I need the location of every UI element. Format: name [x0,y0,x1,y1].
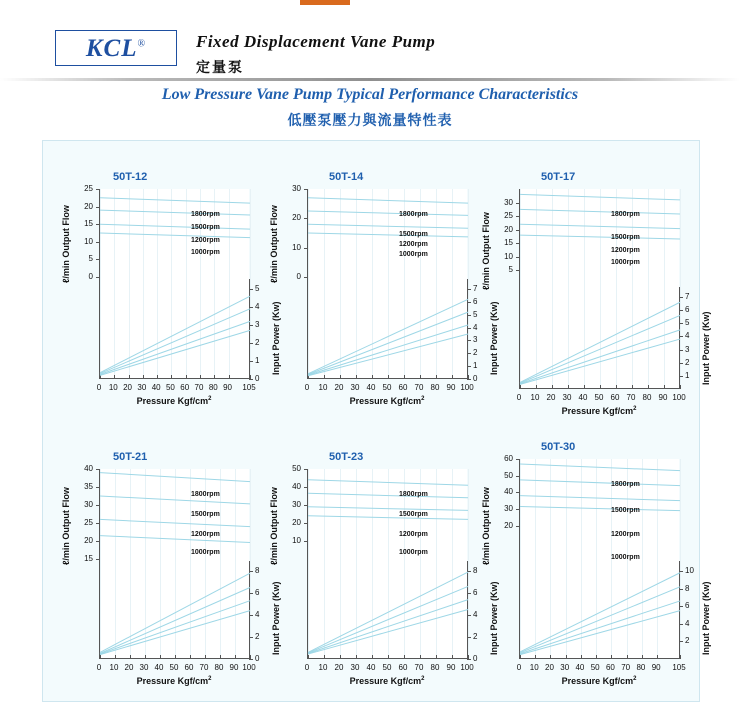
x-axis-tick-label: 60 [398,383,408,392]
x-axis-tick-label: 20 [334,663,344,672]
y2-axis-tick-label: 2 [473,632,478,641]
y2-axis-title: Input Power (Kw) [701,311,711,385]
y2-axis-tick-label: 8 [255,566,260,575]
data-lines [308,189,468,379]
y-axis-tick-label: 25 [84,184,93,193]
x-axis-title: Pressure Kgf/$cm^2$ [349,396,425,406]
y2-axis-tick-label: 3 [685,344,690,354]
y2-axis-tick-label: 4 [473,322,478,332]
chart-title: 50T-30 [541,441,576,453]
chart-title: 50T-23 [329,451,364,463]
header-divider [0,78,740,81]
x-axis-tick-label: 90 [651,663,661,672]
y2-axis-title: Input Power (Kw) [701,581,711,655]
x-axis-tick-label: 10 [318,663,328,672]
kcl-logo [55,30,177,66]
y2-axis-tick-label: 2 [473,348,478,358]
x-axis-tick-label: 30 [560,663,570,672]
y-axis-tick-label: 15 [84,219,93,229]
x-axis-tick-label: 60 [605,663,615,672]
rpm-label: 1200rpm [611,247,640,254]
y-axis-tick-label: 50 [292,464,301,473]
charts-panel [42,140,711,702]
x-axis-tick-label: 10 [108,383,118,392]
y-axis-title: ℓ/min Output Flow [61,487,71,565]
x-axis-tick-label: 60 [180,383,190,392]
chart-cell-50t-12 [63,171,283,411]
y2-axis-tick-label: 1 [473,361,478,371]
y2-axis-tick-label: 6 [685,305,690,315]
y-axis-tick-label: 30 [292,184,301,193]
y2-axis-tick-label: 2 [255,632,260,641]
x-axis-tick-label: 40 [366,663,376,672]
y-axis-tick-label: 10 [292,536,301,545]
x-axis-tick-label: 70 [414,663,424,672]
x-axis-tick-label: 20 [123,383,133,392]
y-axis-tick-label: 40 [504,487,513,497]
chart-cell-50t-21 [63,451,283,691]
y2-axis-title: Input Power (Kw) [489,301,499,375]
y-axis-tick-label: 60 [504,454,513,463]
plot-area [519,189,679,389]
chart-title: 50T-14 [329,171,364,183]
y-axis-tick-label: 50 [504,470,513,480]
rpm-label: 1500rpm [611,507,640,514]
y-axis-tick-label: 40 [292,482,301,491]
y-axis-tick-label: 10 [504,251,513,261]
y2-axis-tick-label: 1 [685,370,690,380]
y-axis-tick-label: 10 [84,236,93,246]
y2-axis-tick-label: 4 [685,331,690,341]
rpm-label: 1500rpm [399,511,428,518]
y-axis-tick-label: 30 [504,197,513,207]
x-axis-tick-label: 100 [460,383,474,392]
data-lines [520,459,680,659]
x-axis-tick-label: 40 [575,663,585,672]
y-axis-tick-label: 30 [292,500,301,509]
plot-area [307,189,467,379]
x-axis-tick-label: 30 [562,393,572,402]
y2-axis-tick-label: 8 [473,566,478,575]
y2-axis-title: Input Power (Kw) [271,301,281,375]
chart-cell-50t-30 [483,441,713,691]
x-axis-tick-label: 60 [184,663,194,672]
y2-axis-tick-label: 8 [685,583,690,593]
x-axis-tick-label: 0 [516,393,522,402]
x-axis-tick-label: 30 [350,663,360,672]
x-axis-tick-label: 80 [430,383,440,392]
y2-axis-tick-label: 5 [255,284,260,293]
x-axis-tick-label: 80 [636,663,646,672]
y2-axis-tick-label: 2 [255,338,260,347]
x-axis-tick-label: 80 [642,393,652,402]
rpm-label: 1000rpm [611,554,640,561]
rpm-label: 1000rpm [399,549,428,556]
y-axis-tick-label: 40 [84,464,93,473]
rpm-label: 1800rpm [399,211,428,218]
data-lines [100,469,250,659]
rpm-label: 1000rpm [611,259,640,266]
x-axis-tick-label: 90 [446,663,456,672]
y-axis-tick-label: 20 [84,536,93,545]
x-axis-tick-label: 30 [137,383,147,392]
y2-axis-tick-label: 0 [473,374,478,383]
y-axis-title: ℓ/min Output Flow [481,212,491,290]
y2-axis-tick-label: 4 [685,618,690,628]
chart-title: 50T-17 [541,171,576,183]
x-axis-tick-label: 0 [516,663,522,672]
y2-axis-tick-label: 7 [685,292,690,301]
x-axis-tick-label: 10 [529,663,539,672]
x-axis-tick-label: 30 [350,383,360,392]
rpm-label: 1200rpm [399,241,428,248]
x-axis-tick-label: 90 [446,383,456,392]
y-axis-tick-label: 0 [296,272,301,281]
rpm-label: 1800rpm [399,491,428,498]
x-axis-tick-label: 50 [169,663,179,672]
section-subtitle-zh: 低壓泵壓力與流量特性表 [287,113,453,129]
chart-cell-50t-23 [271,451,501,691]
y-axis-title: ℓ/min Output Flow [269,205,279,283]
x-axis-tick-label: 60 [398,663,408,672]
x-axis-tick-label: 50 [165,383,175,392]
rpm-label: 1500rpm [611,234,640,241]
x-axis-tick-label: 70 [194,383,204,392]
y2-axis-tick-label: 3 [255,320,260,329]
x-axis-tick-label: 0 [96,383,102,392]
data-lines [308,469,468,659]
rpm-label: 1500rpm [399,231,428,238]
y2-axis-tick-label: 4 [473,610,478,619]
rpm-label: 1200rpm [399,531,428,538]
y2-axis-tick-label: 6 [685,601,690,611]
x-axis-tick-label: 90 [229,663,239,672]
x-axis-tick-label: 20 [546,393,556,402]
chart-title: 50T-12 [113,171,148,183]
y-axis-title: ℓ/min Output Flow [61,205,71,283]
x-axis-tick-label: 0 [96,663,102,672]
x-axis-tick-label: 70 [199,663,209,672]
rpm-label: 1800rpm [191,211,220,218]
data-lines [520,189,680,389]
y-axis-tick-label: 20 [292,518,301,527]
x-axis-tick-label: 50 [382,383,392,392]
y2-axis-tick-label: 5 [685,318,690,328]
y-axis-tick-label: 5 [88,254,93,264]
x-axis-tick-label: 30 [139,663,149,672]
logo-text: KCL® [85,34,147,62]
x-axis-tick-label: 40 [154,663,164,672]
x-axis-tick-label: 50 [590,663,600,672]
rpm-label: 1800rpm [191,491,220,498]
section-subtitle-en: Low Pressure Vane Pump Typical Performance Characteristics [161,86,579,103]
y2-axis-tick-label: 2 [685,357,690,367]
x-axis-tick-label: 105 [672,663,686,672]
x-axis-tick-label: 70 [626,393,636,402]
x-axis-tick-label: 40 [366,383,376,392]
x-axis-tick-label: 100 [460,663,474,672]
chart-cell-50t-17 [483,171,713,421]
y-axis-tick-label: 25 [84,518,93,527]
y2-axis-tick-label: 6 [255,588,260,597]
x-axis-title: Pressure Kgf/$cm^2$ [349,676,425,686]
rpm-label: 1200rpm [191,531,220,538]
x-axis-tick-label: 20 [124,663,134,672]
y-axis-tick-label: 25 [504,211,513,221]
y2-axis-tick-label: 10 [685,566,694,575]
y2-axis-tick-label: 4 [255,302,260,311]
y-axis-tick-label: 20 [504,520,513,530]
x-axis-title: Pressure Kgf/$cm^2$ [136,396,212,406]
y2-axis-tick-label: 6 [473,296,478,306]
y2-axis-tick-label: 0 [255,654,260,663]
x-axis-title: Pressure Kgf/$cm^2$ [561,406,637,416]
x-axis-tick-label: 40 [578,393,588,402]
y2-axis-title: Input Power (Kw) [489,581,499,655]
y-axis-tick-label: 5 [508,265,513,275]
chart-title: 50T-21 [113,451,148,463]
x-axis-tick-label: 10 [530,393,540,402]
x-axis-tick-label: 50 [382,663,392,672]
y-axis-tick-label: 20 [504,224,513,234]
plot-area [307,469,467,659]
plot-area [519,459,679,659]
x-axis-tick-label: 10 [318,383,328,392]
x-axis-tick-label: 80 [208,383,218,392]
rpm-label: 1000rpm [191,549,220,556]
y2-axis-tick-label: 3 [473,335,478,345]
x-axis-tick-label: 100 [672,393,686,402]
data-lines [100,189,250,379]
x-axis-tick-label: 105 [242,383,256,392]
y-axis-tick-label: 30 [84,500,93,509]
y2-axis-tick-label: 2 [685,636,690,646]
rpm-label: 1000rpm [191,249,220,256]
y2-axis-title: Input Power (Kw) [271,581,281,655]
y-axis-tick-label: 10 [292,242,301,252]
y-axis-tick-label: 20 [84,201,93,211]
x-axis-tick-label: 70 [621,663,631,672]
rpm-label: 1500rpm [191,224,220,231]
rpm-label: 1500rpm [191,511,220,518]
x-axis-title: Pressure Kgf/$cm^2$ [136,676,212,686]
y-axis-tick-label: 30 [504,504,513,513]
y-axis-tick-label: 15 [84,554,93,563]
page-title-en: Fixed Displacement Vane Pump [196,32,436,51]
y2-axis-tick-label: 6 [473,588,478,597]
top-accent-bar [300,0,350,5]
x-axis-tick-label: 40 [151,383,161,392]
x-axis-tick-label: 10 [109,663,119,672]
x-axis-tick-label: 0 [304,663,310,672]
y2-axis-tick-label: 4 [255,610,260,619]
rpm-label: 1200rpm [191,237,220,244]
x-axis-tick-label: 70 [414,383,424,392]
x-axis-tick-label: 90 [658,393,668,402]
x-axis-tick-label: 20 [545,663,554,672]
registered-mark-icon: ® [137,38,147,50]
x-axis-tick-label: 80 [430,663,440,672]
rpm-label: 1000rpm [399,251,428,258]
y2-axis-tick-label: 1 [255,356,260,365]
page-title-zh: 定量泵 [196,60,244,76]
page-header [0,12,740,74]
rpm-label: 1200rpm [611,531,640,538]
plot-area [99,189,249,379]
x-axis-tick-label: 0 [304,383,310,392]
y-axis-title: ℓ/min Output Flow [269,487,279,565]
y2-axis-tick-label: 7 [473,284,478,293]
x-axis-title: Pressure Kgf/$cm^2$ [561,676,637,686]
rpm-label: 1800rpm [611,481,640,488]
x-axis-tick-label: 20 [334,383,344,392]
plot-area [99,469,249,659]
rpm-label: 1800rpm [611,211,640,218]
x-axis-tick-label: 80 [214,663,224,672]
x-axis-tick-label: 90 [223,383,233,392]
y2-axis-tick-label: 5 [473,309,478,319]
x-axis-tick-label: 60 [610,393,620,402]
x-axis-tick-label: 100 [242,663,256,672]
y-axis-tick-label: 35 [84,482,93,491]
x-axis-tick-label: 50 [594,393,604,402]
y-axis-title: ℓ/min Output Flow [481,487,491,565]
y-axis-tick-label: 20 [292,213,301,223]
y-axis-tick-label: 0 [88,272,93,281]
chart-cell-50t-14 [271,171,501,411]
y2-axis-tick-label: 0 [473,654,478,663]
y-axis-tick-label: 15 [504,238,513,248]
y2-axis-tick-label: 0 [255,374,260,383]
